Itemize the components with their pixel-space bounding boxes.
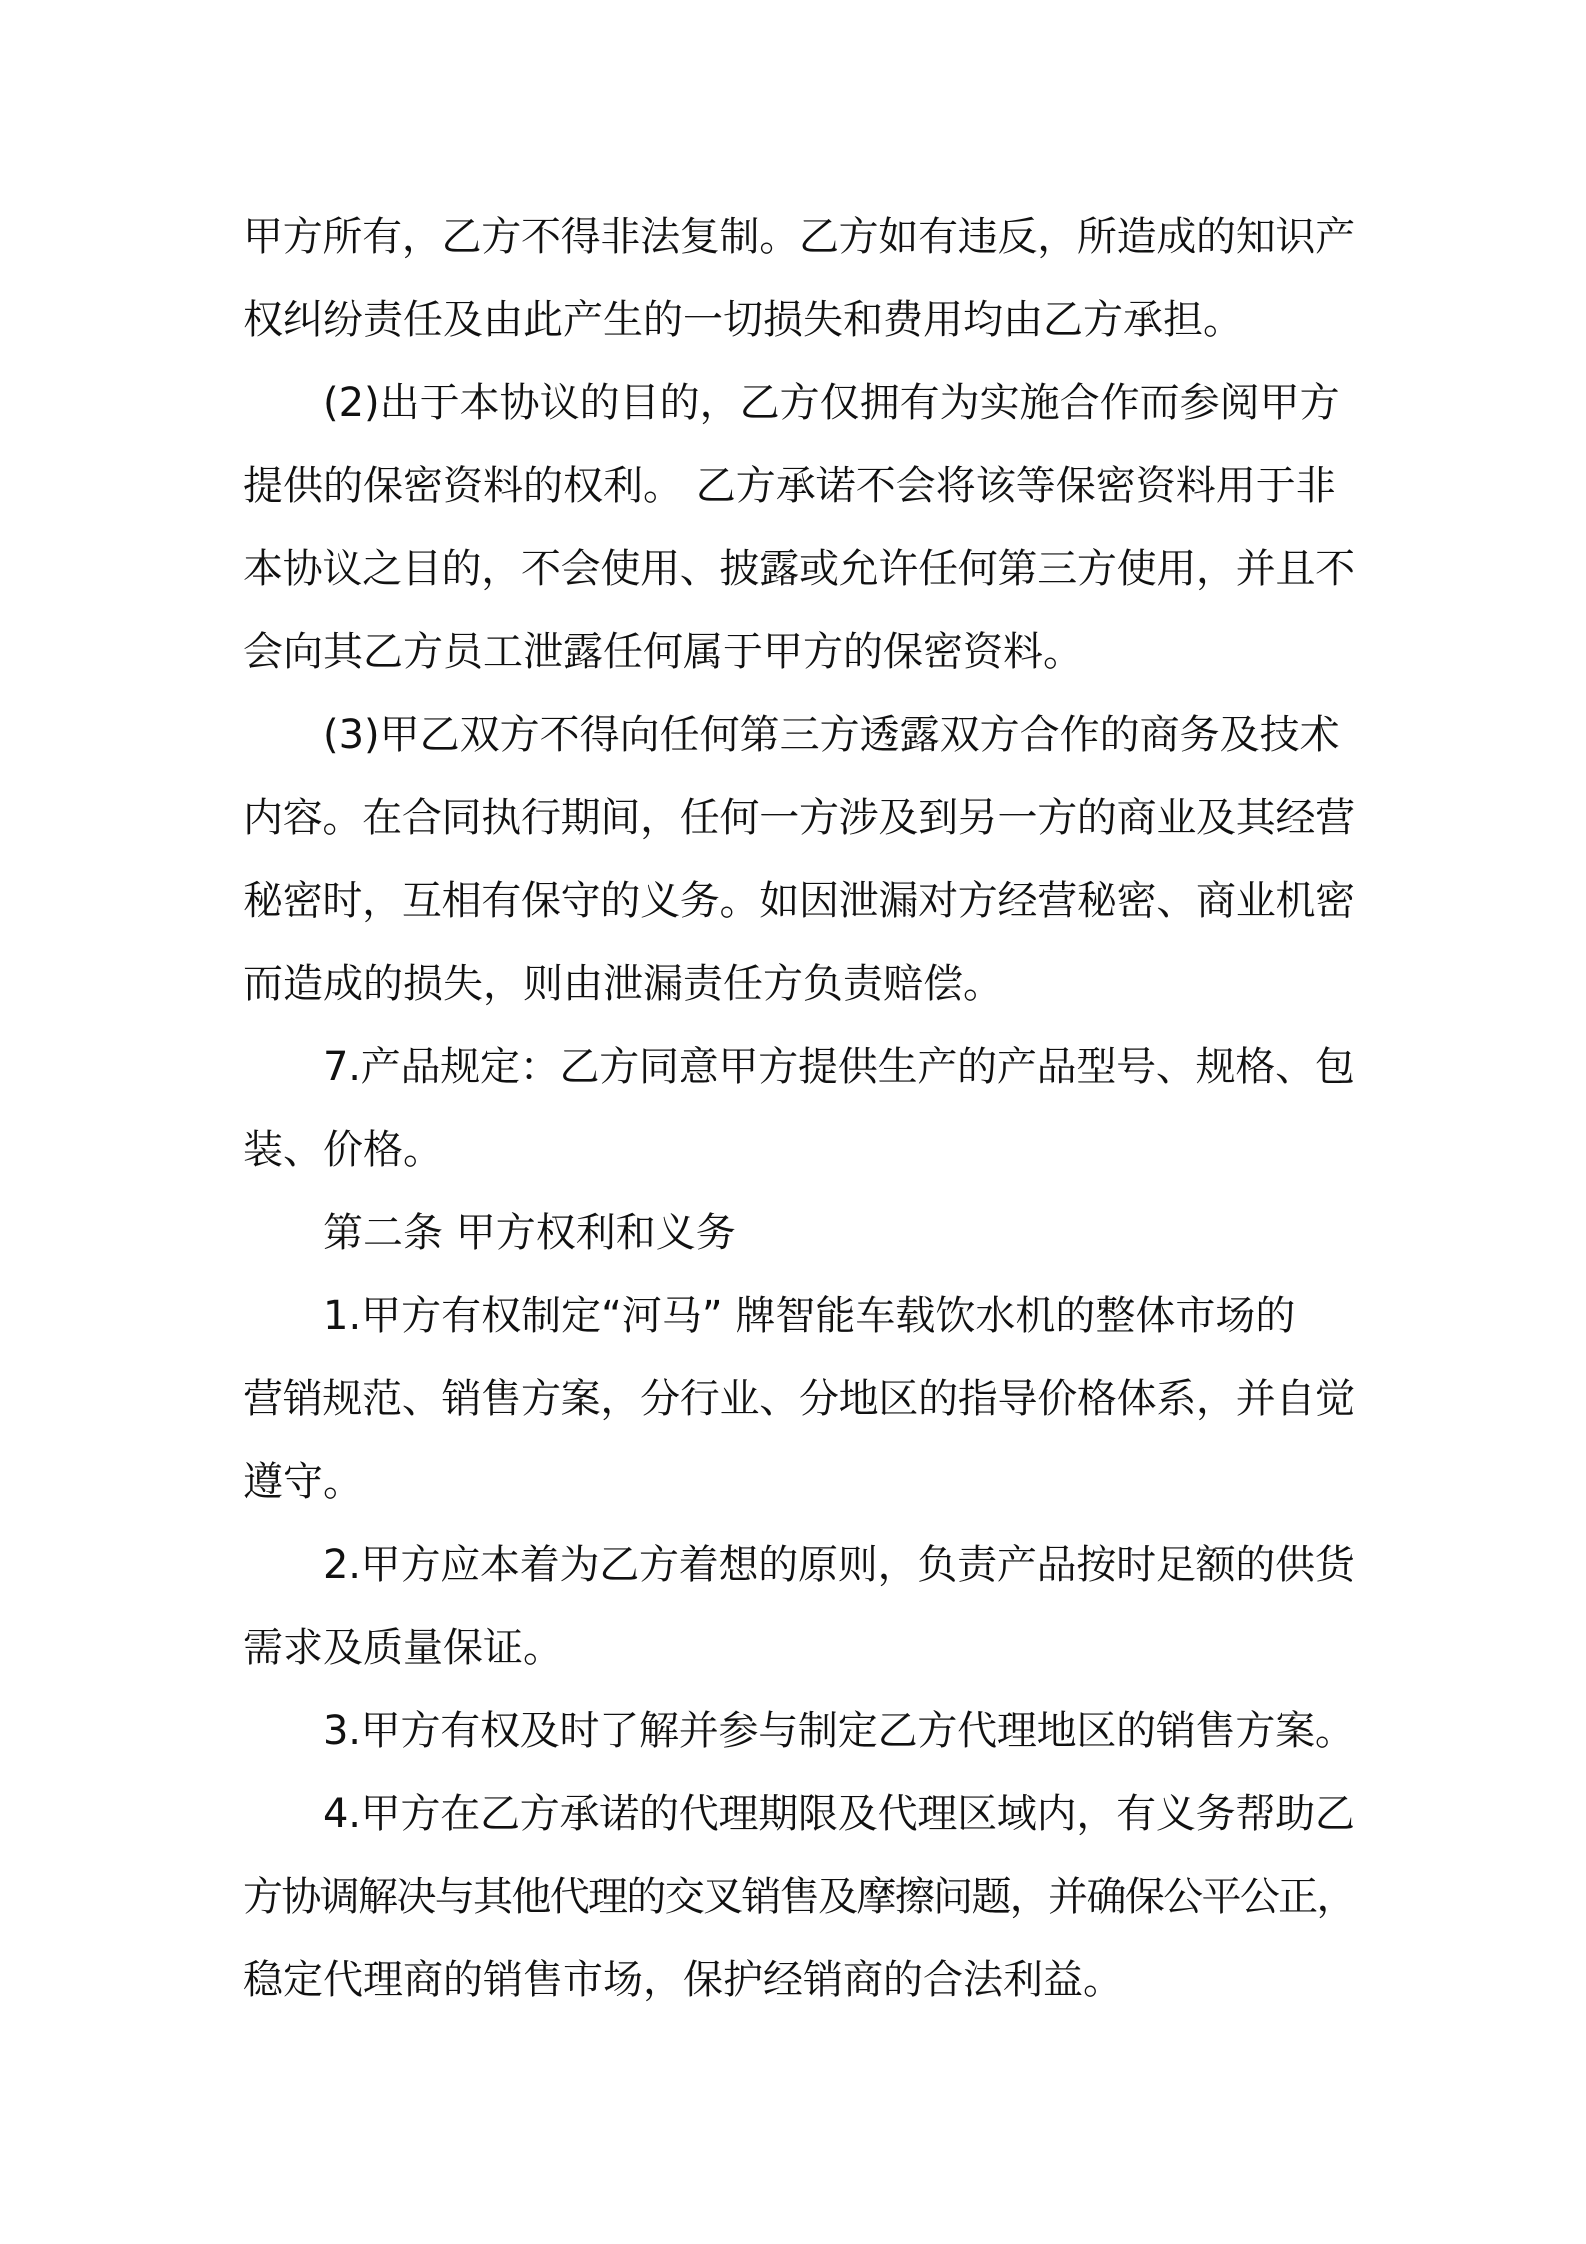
text-line: 1.甲方有权制定“河马” 牌智能车载饮水机的整体市场的 [323,1293,1296,1339]
text-line: 提供的保密资料的权利。 乙方承诺不会将该等保密资料用于非 [243,463,1336,509]
text-line: 7.产品规定：乙方同意甲方提供生产的产品型号、规格、包 [323,1044,1355,1090]
text-line: 第二条 甲方权利和义务 [323,1210,736,1256]
text-line: 会向其乙方员工泄露任何属于甲方的保密资料。 [243,629,1083,675]
text-line: 甲方所有，乙方不得非法复制。乙方如有违反，所造成的知识产 [243,214,1355,260]
text-line: 需求及质量保证。 [243,1625,563,1671]
text-line: 稳定代理商的销售市场，保护经销商的合法利益。 [243,1957,1123,2003]
text-line: 本协议之目的，不会使用、披露或允许任何第三方使用，并且不 [243,546,1355,592]
text-line: 内容。在合同执行期间，任何一方涉及到另一方的商业及其经营 [243,795,1355,841]
text-line: (2)出于本协议的目的，乙方仅拥有为实施合作而参阅甲方 [323,380,1340,426]
text-line: 4.甲方在乙方承诺的代理期限及代理区域内，有义务帮助乙 [323,1791,1355,1837]
text-line: 遵守。 [243,1459,363,1505]
text-line: 装、价格。 [243,1127,443,1173]
text-line: 2.甲方应本着为乙方着想的原则，负责产品按时足额的供货 [323,1542,1355,1588]
text-line: (3)甲乙双方不得向任何第三方透露双方合作的商务及技术 [323,712,1340,758]
document-body [243,196,1355,2022]
text-line: 秘密时，互相有保守的义务。如因泄漏对方经营秘密、商业机密 [243,878,1355,924]
text-line: 方协调解决与其他代理的交叉销售及摩擦问题，并确保公平公正， [243,1874,1355,1920]
text-line: 3.甲方有权及时了解并参与制定乙方代理地区的销售方案。 [323,1708,1355,1754]
text-line: 营销规范、销售方案，分行业、分地区的指导价格体系，并自觉 [243,1376,1355,1422]
text-line: 而造成的损失，则由泄漏责任方负责赔偿。 [243,961,1003,1007]
text-line: 权纠纷责任及由此产生的一切损失和费用均由乙方承担。 [243,297,1243,343]
